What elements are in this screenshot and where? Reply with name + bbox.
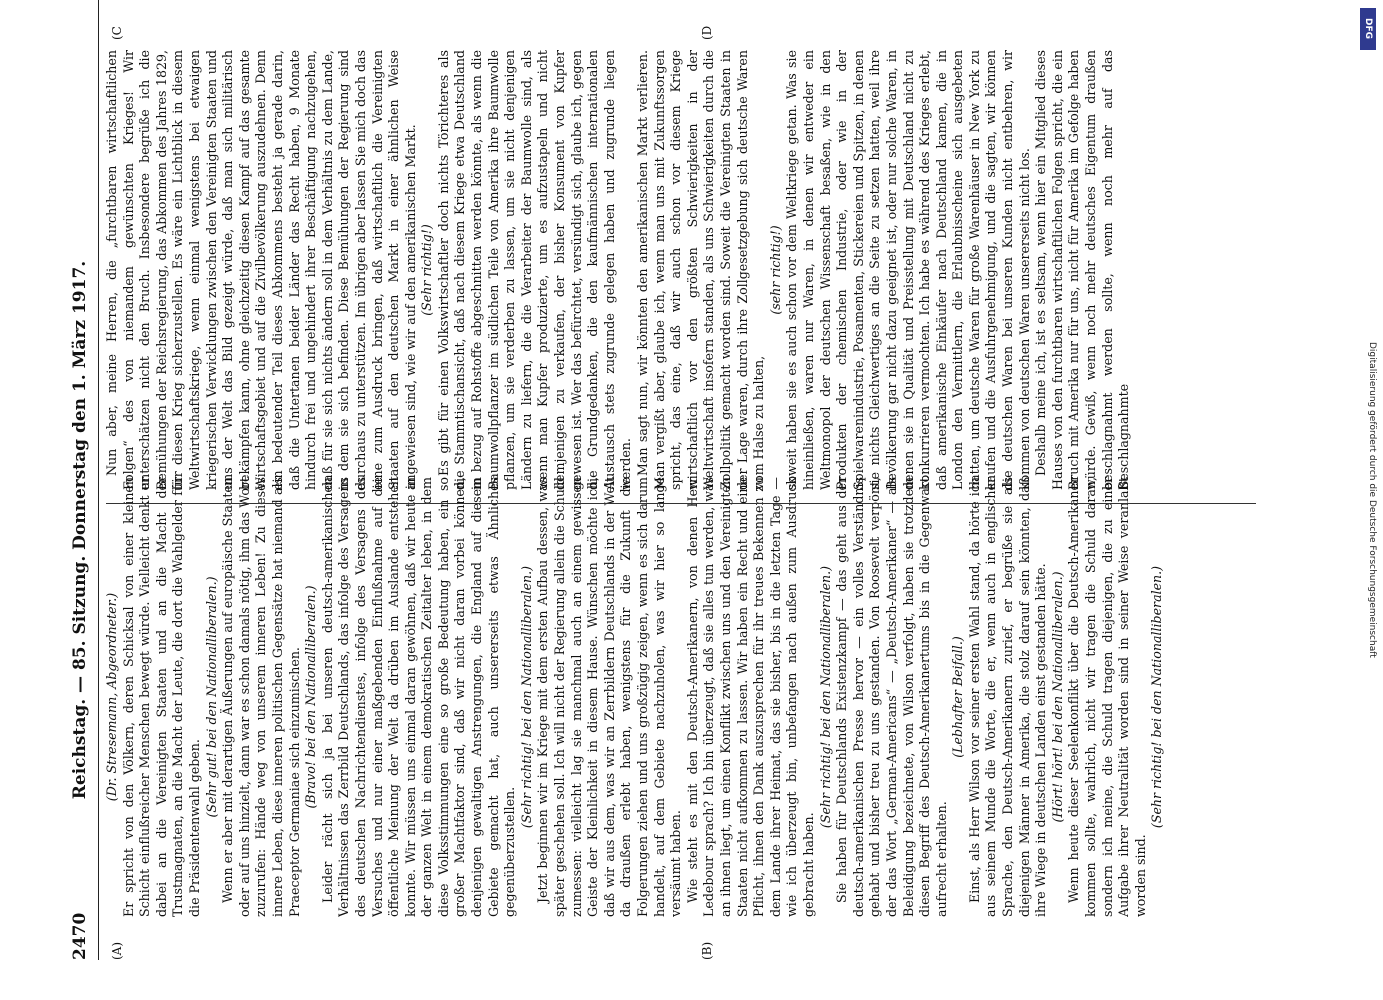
margin-marker-a: (A) — [110, 941, 124, 960]
paragraph: Nun aber, meine Herren, die „furchtbaren wirtschaftlichen Folgen“ des von niemandem gewünschten Krieges! Wir unterschätzen nicht den Bruch. Insbesondere begrüße ich die Bemühungen der Reichsregierung, das Abkommen des Jahres 1829, für diesen Krieg sicherzustellen. Es wäre ein Lichtblick in diesem Weltwirtschaftskriege, wenn einmal wenigstens bei etwaigen kriegerischen Verwicklungen zwischen den Vereinigten Staaten und uns der Welt das Bild gezeigt würde, daß man sich militärisch bekämpfen kann, ohne gleichzeitig diesen Kampf auf das gesamte Wirtschaftsgebiet und auf die Zivilbevölkerung auszudehnen. Denn ein bedeutender Teil dieses Abkommens besteht ja gerade darin, daß die Untertanen beider Länder das Recht haben, 9 Monate hindurch frei und ungehindert ihrer Beschäftigung nachzugehen, daß für sie sich nichts ändern soll in dem Verhältnis zu dem Lande, in dem sie sich befinden. Diese Bemühungen der Regierung sind durchaus zu unterstützen. Im übrigen aber lassen Sie mich doch das eine zum Ausdruck bringen, daß wirtschaftlich die Vereinigten Staaten auf den deutschen Markt in einer ähnlichen Weise angewiesen sind, wie wir auf den amerikanischen Markt. — [104, 50, 418, 490]
right-column — [104, 50, 1383, 490]
paragraph: soweit haben sie es auch schon vor dem Weltkriege getan. Was sie hineinließen, waren nur Waren, in denen wir entweder ein Weltmonopol der deutschen Wissenschaft besaßen, wie in den Produkten der chemischen Industrie, oder wie in der Spielwarenindustrie, Posamenten, Stickereien und Spitzen, in denen sie nichts Gleichwertiges an die Seite zu setzen hatten, weil ihre Bevölkerung gar nicht dazu geeignet ist, oder nur solche Waren, in denen sie in Qualität und Preisstellung mit Deutschland nicht zu konkurrieren vermochten. Ich habe es während des Krieges erlebt, daß amerikanische Einkäufer nach Deutschland kamen, die in London den Vermittlern, die Erlaubnisscheine sich ausgebeten hatten, um deutsche Waren für große Warenhäuser in New York zu kaufen und die Ausfuhrgenehmigung, und die sagten, wir können die deutschen Waren bei unseren Kunden nicht entbehren, wir kommen von deutschen Waren unsererseits nicht los. — [784, 50, 1032, 490]
paragraph: Sie haben für Deutschlands Existenzkampf — das geht aus der deutsch-amerikanischen Presse hervor — ein volles Verständnis gehabt und bisher treu zu uns gestanden. Von Roosevelt verpönt, der das Wort „German-Americans“ — „Deutsch-Amerikaner“ — als Beleidigung bezeichnete, von Wilson verfolgt, haben sie trotzdem diesen Begriff des Deutsch-Amerikanertums bis in die Gegenwart aufrecht erhalten. — [834, 477, 949, 917]
paragraph: Wie steht es mit den Deutsch-Amerikanern, von denen Herr Ledebour sprach? Ich bin überzeugt, daß sie alles tun werden, was an ihnen liegt, um einen Konflikt zwischen uns und den Vereinigten Staaten nicht aufkommen zu lassen. Wir haben ein Recht und eine Pflicht, ihnen den Dank auszusprechen für ihr treues Bekennen zu dem Lande ihrer Heimat, das sie bisher, bis in die letzten Tage — wie ich überzeugt bin, unbefangen nach außen zum Ausdruck gebracht haben. — [684, 477, 816, 917]
session-heading: Reichstag. — 85. Sitzung. Donnerstag den 1. März 1917. — [70, 260, 90, 800]
paragraph: Jetzt beginnen wir im Kriege mit dem ersten Aufbau dessen, was später geschehen soll. Ich will nicht der Regierung allein die Schuld zumessen: vielleicht lag sie manchmal auch an einem gewissen Geiste der Kleinlichkeit in diesem Hause. Wünschen möchte ich, daß wir aus dem, was wir an Zerrbildern Deutschlands in der Welt da draußen erlebt haben, wenigstens für die Zukunft die Folgerungen ziehen und uns großzügig zeigen, wenn es sich darum handelt, auf dem Gebiete nachzuholen, was wir hier so lange versäumt haben. — [535, 477, 684, 917]
paragraph: Leider rächt sich ja bei unseren deutsch-amerikanischen Verhältnissen das Zerrbild Deutschlands, das infolge des Versagens des deutschen Nachrichtendienstes, infolge des Versagens des Versuches und nur einer maßgebenden Einflußnahme auf die öffentliche Meinung der Welt da drüben im Auslande entstehen konnte. Wir müssen uns einmal daran gewöhnen, daß wir heute in der ganzen Welt in einem demokratischen Zeitalter leben, in dem diese Volksstimmungen eine so große Bedeutung haben, ein so großer Machtfaktor sind, daß wir nicht daran vorbei können, denjenigen gewaltigen Anstrengungen, die England auf diesem Gebiete gemacht hat, auch unsererseits etwas Ähnliches gegenüberzustellen. — [319, 477, 518, 917]
margin-marker-c: (C — [110, 26, 124, 40]
column-divider — [106, 503, 1256, 504]
margin-marker-d: (D — [700, 25, 714, 40]
page-number: 2470 — [70, 912, 90, 960]
audience-reaction: (Sehr richtig! bei den Nationalliberalen.) — [518, 565, 534, 829]
paragraph: Es gibt für einen Volkswirtschaftler doch nichts Törichteres als die Stammtischansicht, daß nach diesem Kriege etwa Deutschland in bezug auf Rohstoffe abgeschnitten werden könnte, als wenn die Baumwollpflanzer im südlichen Teile von Amerika ihre Baumwolle pflanzen, um sie verderben zu lassen, um sie nicht denjenigen Ländern zu liefern, die die Verarbeiter der Baumwolle sind, als wenn man Kupfer produzierte, um es aufzustapeln und nicht demjenigen zu verkaufen, der bisher Konsument von Kupfer gewesen ist. Wer das befürchtet, versündigt sich, glaube ich, gegen die Grundgedanken, die den kaufmännischen internationalen Austausch stets zugrunde gelegen haben und zugrunde liegen werden. — [435, 50, 634, 490]
paragraph: Wenn heute dieser Seelenkonflikt über die Deutsch-Amerikaner kommen sollte, wahrlich, nicht wir tragen die Schuld daran, sondern ich meine, die Schuld tragen diejenigen, die zu einer Aufgabe ihrer Neutralität worden sind in seiner Weise veranlaßt worden sind. — [1066, 477, 1148, 917]
audience-reaction: (Bravo! bei den Nationalliberalen.) — [303, 585, 319, 809]
audience-reaction: (Sehr richtig! bei den Nationalliberalen.) — [1149, 565, 1165, 829]
audience-reaction: (Sehr richtig! bei den Nationalliberalen.) — [817, 565, 833, 829]
left-column — [104, 477, 1383, 917]
audience-reaction: (Lebhafter Beifall.) — [950, 636, 966, 758]
header-rule — [98, 0, 99, 960]
paragraph: Man sagt nun, wir könnten den amerikanischen Markt verlieren. Man vergißt aber, glaube ich, wenn man uns mit Zukunftssorgen spricht, das eine, daß wir auch schon vor diesem Kriege wirtschaftlich vor den größten Schwierigkeiten in der Weltwirtschaft insofern standen, als uns Schwierigkeiten durch die Zollpolitik gemacht worden sind. Soweit die Vereinigten Staaten in der Lage waren, durch ihre Zollgesetzgebung sich deutsche Waren vom Halse zu halten, — [635, 50, 767, 490]
paragraph: Wenn er aber mit derartigen Äußerungen auf europäische Staaten oder auf uns hinzielt, dann war es schon damals nötig, ihm das Wort zuzurufen: Hände weg von unserem inneren Leben! Zu dieses innere Leben, diese inneren politischen Gegensätze hat niemand als Praeceptor Germaniae sich einzumischen. — [220, 477, 302, 917]
audience-reaction: (Hört! hört! bei den Nationalliberalen.) — [1049, 571, 1065, 823]
audience-reaction: (Sehr gut! bei den Nationalliberalen.) — [203, 576, 219, 818]
audience-reaction: (sehr richtig!) — [767, 225, 783, 315]
audience-reaction: (Sehr richtig!) — [419, 224, 435, 316]
paragraph: Er spricht von den Völkern, deren Schicksal von einer kleinen Schicht einflußreicher Menschen bewegt würde. Vielleicht denkt er dabei an die Vereinigten Staaten und an die Macht der Trustmagnaten, an die Macht der Leute, die dort die Wahlgelder für die Präsidentenwahl geben. — [120, 477, 202, 917]
speaker-intro: (Dr. Stresemann, Abgeordneter.) — [104, 592, 119, 802]
paragraph: Einst, als Herr Wilson vor seiner ersten Wahl stand, da hörte ich aus seinem Munde die Worte, die er, wenn auch in englischer Sprache, den Deutsch-Amerikanern zurief, er begrüße sie als diejenigen Männer in Amerika, die stolz darauf sein könnten, daß ihre Wiege in deutschen Landen einst gestanden hätte. — [966, 477, 1049, 917]
digitization-credit: Digitalisierung gefördert durch die Deutsche Forschungsgemeinschaft — [1367, 342, 1377, 658]
paragraph: Deshalb meine ich, ist es seltsam, wenn hier ein Mitglied dieses Hauses von den furchtbaren wirtschaftlichen Folgen spricht, die ein Bruch mit Amerika nur für uns, nicht für Amerika im Gefolge haben würde. Gewiß, wenn noch mehr deutsches Eigentum draußen beschlagnahmt werden sollte, wenn noch mehr auf das Beschlagnahmte — [1033, 50, 1132, 490]
dfg-logo: DFG — [1360, 8, 1376, 50]
page-header — [70, 100, 100, 960]
margin-marker-b: (B) — [700, 941, 714, 960]
